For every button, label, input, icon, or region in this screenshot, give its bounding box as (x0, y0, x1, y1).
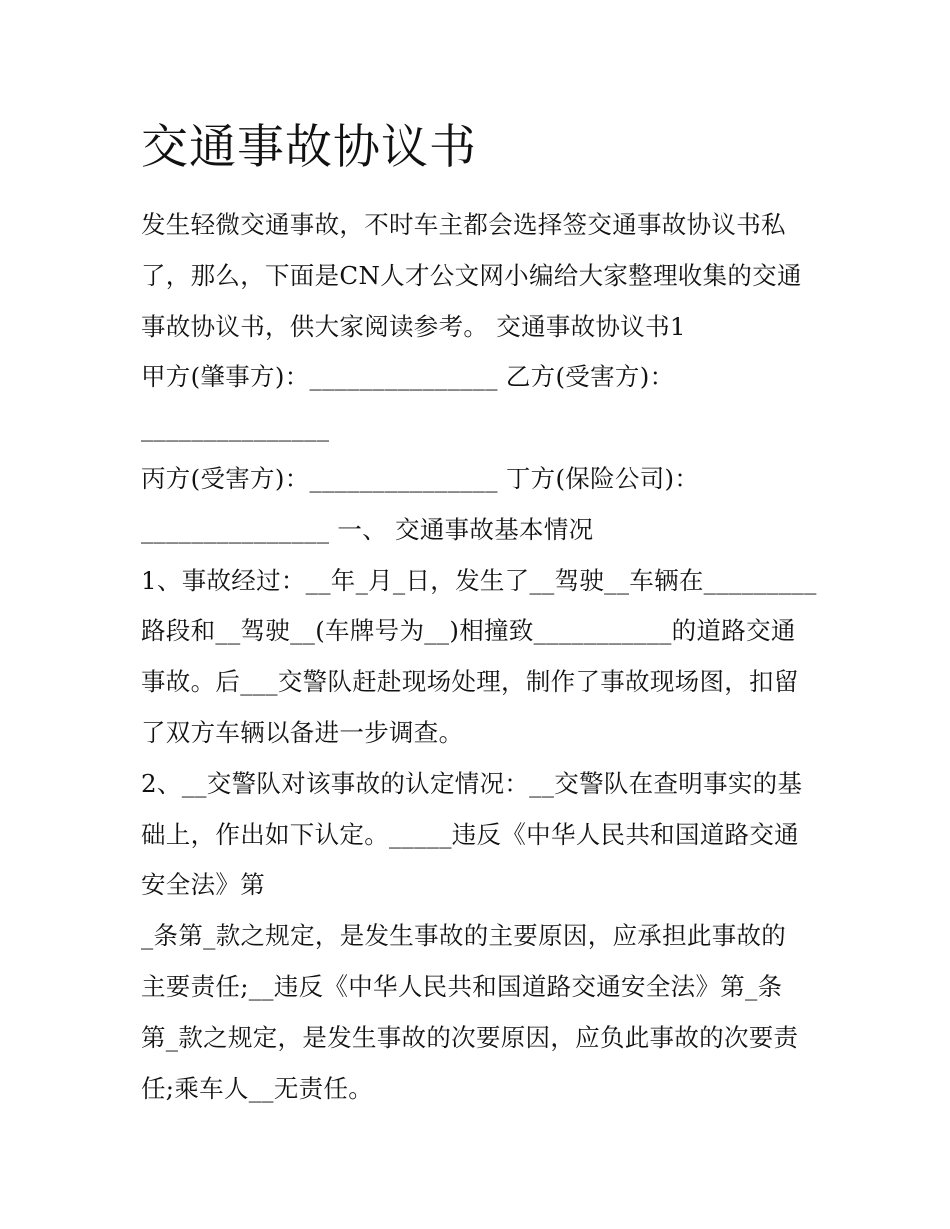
text-line: 甲方(肇事方)：_______________ 乙方(受害方)： (141, 362, 675, 392)
text-line: 了双方车辆以备进一步调查。 (141, 717, 464, 747)
text-line: 事故协议书，供大家阅读参考。 交通事故协议书1 (141, 311, 686, 341)
text-line: 任;乘车人__无责任。 (141, 1073, 374, 1103)
text-line: _______________ 一、 交通事故基本情况 (141, 514, 594, 544)
text-line: 1、事故经过：__年_月_日，发生了__驾驶__车辆在_________ (141, 565, 817, 595)
document-body (141, 200, 821, 1114)
text-line: _______________ (141, 413, 330, 443)
text-line: 础上，作出如下认定。_____违反《中华人民共和国道路交通 (141, 819, 799, 849)
text-line: 路段和__驾驶__(车牌号为__)相撞致___________的道路交通 (141, 616, 796, 646)
text-line: 发生轻微交通事故，不时车主都会选择签交通事故协议书私 (141, 210, 786, 239)
text-line: 了，那么，下面是CN人才公文网小编给大家整理收集的交通 (141, 260, 802, 290)
text-line: 主要责任;__违反《中华人民共和国道路交通安全法》第_条 (141, 971, 783, 1001)
text-line: 丙方(受害方)：_______________ 丁方(保险公司)： (141, 463, 700, 493)
text-line: _条第_款之规定，是发生事故的主要原因，应承担此事故的 (141, 921, 787, 951)
text-line: 安全法》第 (141, 870, 265, 900)
text-line: 2、__交警队对该事故的认定情况：__交警队在查明事实的基 (141, 768, 803, 798)
text-line: 第_款之规定，是发生事故的次要原因，应负此事故的次要责 (141, 1022, 799, 1052)
text-line: 事故。后___交警队赶赴现场处理，制作了事故现场图，扣留 (141, 667, 799, 697)
document-title: 交通事故协议书 (141, 120, 477, 175)
